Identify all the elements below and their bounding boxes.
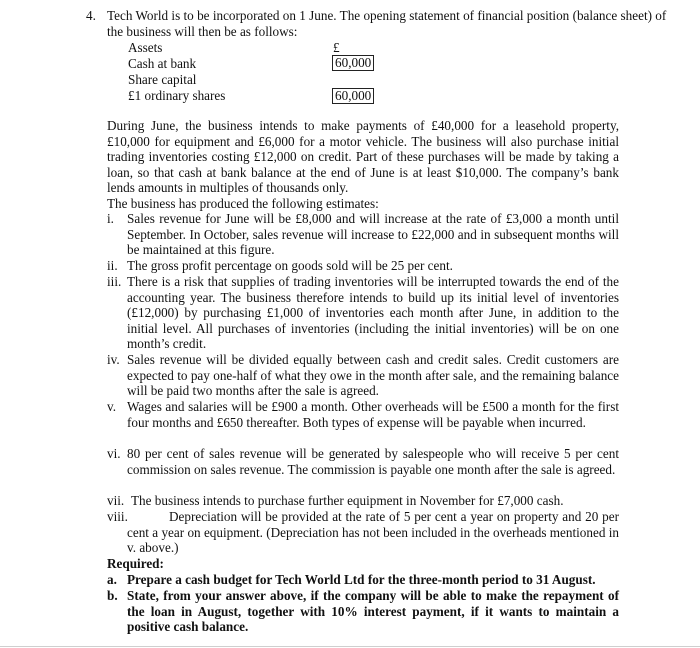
estimate-item [107, 258, 619, 274]
required-heading: Required: [107, 556, 164, 571]
currency-symbol: £ [333, 40, 340, 55]
estimates-intro: The business has produced the following estimates: [107, 196, 379, 211]
estimate-item [107, 493, 619, 509]
estimate-text: Wages and salaries will be £900 a month. Other overheads will be £500 a month for the first four months and £650 thereafter. Both types of expense will be payable when incurred. [127, 399, 619, 430]
required-item [107, 572, 619, 588]
estimate-number: iv. [107, 352, 120, 367]
bottom-divider [0, 646, 700, 647]
assets-heading: Assets [128, 40, 163, 55]
estimate-text: 80 per cent of sales revenue will be generated by salespeople who will receive 5 per cent commission on sales revenue. The commission is payable one month after the sale is agreed. [127, 446, 619, 477]
estimate-item [107, 274, 619, 352]
share-capital-heading: Share capital [128, 72, 197, 87]
estimate-text: There is a risk that supplies of trading inventories will be interrupted towards the end of the accounting year. The business therefore intends to build up its initial level of inventories (£12,000) by purchasing £1,000 of inventories each month after June, in addition to the initial level. All purchases of inventories (including the initial inventories) will be on one month’s credit. [127, 274, 619, 351]
required-item [107, 588, 619, 635]
estimate-number: vii. [107, 493, 125, 508]
cash-at-bank-label: Cash at bank [128, 56, 197, 71]
estimate-item [107, 352, 619, 399]
ordinary-shares-label: £1 ordinary shares [128, 88, 226, 103]
estimate-number: iii. [107, 274, 122, 289]
ordinary-shares-value: 60,000 [332, 88, 374, 104]
estimate-item [107, 446, 619, 493]
question-intro: Tech World is to be incorporated on 1 June. The opening statement of financial position (balance sheet) of the business will then be as follows: [107, 8, 667, 39]
estimate-text: Sales revenue will be divided equally between cash and credit sales. Credit customers are expected to pay one-half of what they owe in the month after sale, and the remaining balance will be paid two months after the sale is agreed. [127, 352, 619, 398]
required-text: Prepare a cash budget for Tech World Ltd for the three-month period to 31 August. [127, 572, 596, 587]
estimate-item [107, 211, 619, 258]
estimate-number: viii. [107, 509, 128, 524]
estimate-text: Depreciation will be provided at the rate of 5 per cent a year on property and 20 per cent a year on equipment. (Depreciation has not been included in the overheads mentioned in v. above.) [127, 509, 619, 555]
estimate-item [107, 509, 619, 556]
estimate-number: v. [107, 399, 117, 414]
estimate-number: vi. [107, 446, 121, 461]
cash-at-bank-value: 60,000 [332, 55, 374, 71]
required-number: a. [107, 572, 117, 587]
scenario-paragraph: During June, the business intends to make payments of £40,000 for a leasehold property, £10,000 for equipment and £6,000 for a motor vehicle. The business will also purchase initial trading inventories costing £12,000 on credit. Part of these purchases will be made by taking a loan, so that cash at bank balance at the end of June is at least $10,000. The company’s bank lends amounts in multiples of thousands only. [107, 118, 619, 195]
estimate-text: Sales revenue for June will be £8,000 and will increase at the rate of £3,000 a month until September. In October, sales revenue will increase to £22,000 and in subsequent months will be maintained at this figure. [127, 211, 619, 257]
required-number: b. [107, 588, 118, 603]
estimate-text: The gross profit percentage on goods sold will be 25 per cent. [127, 258, 453, 273]
estimate-item [107, 399, 619, 446]
estimate-text: The business intends to purchase further equipment in November for £7,000 cash. [131, 493, 564, 508]
estimate-number: i. [107, 211, 114, 226]
required-text: State, from your answer above, if the company will be able to make the repayment of the loan in August, together with 10% interest payment, if it wants to maintain a positive cash balance. [127, 588, 619, 634]
estimate-number: ii. [107, 258, 118, 273]
question-number: 4. [86, 8, 96, 23]
